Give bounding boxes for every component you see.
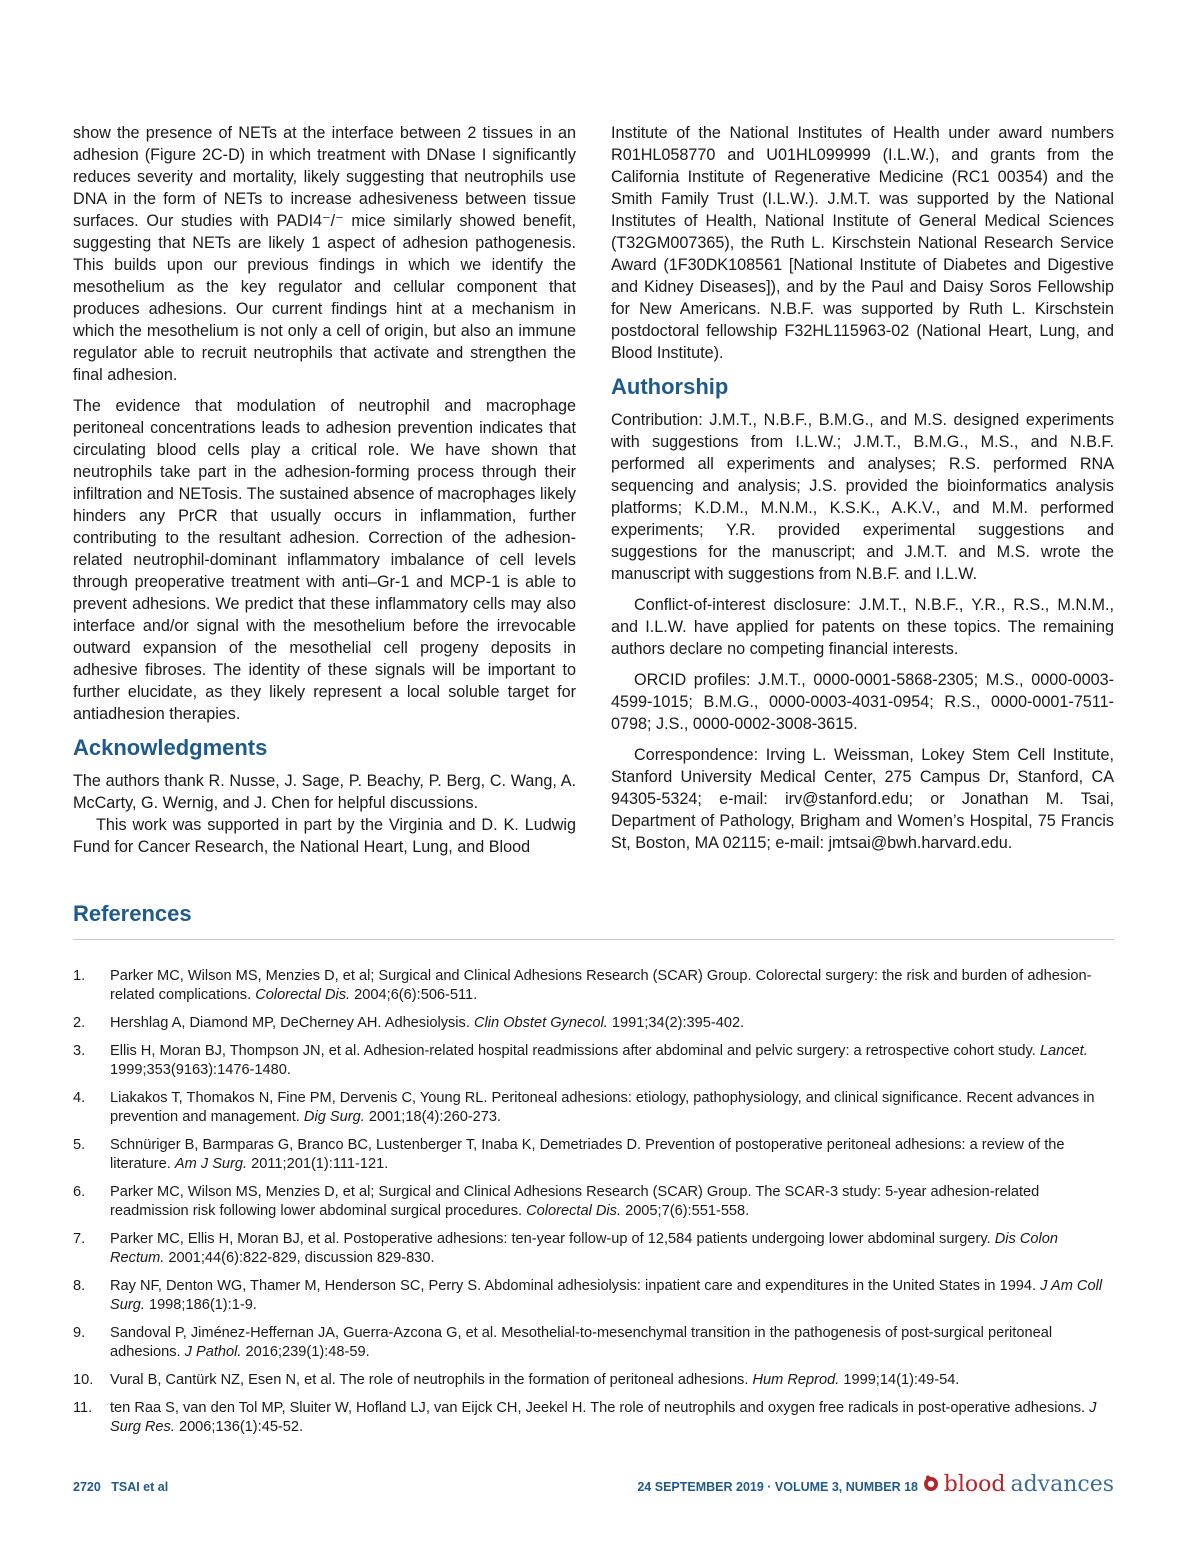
reference-text: Sandoval P, Jiménez-Heffernan JA, Guerra-Azcona G, et al. Mesothelial-to-mesenchymal transition in the pathogenesis of post-surgical peritoneal adhesions. [110,1325,1053,1360]
reference-text: Liakakos T, Thomakos N, Fine PM, Dervenis C, Young RL. Peritoneal adhesions: etiology, pathophysiology, and clinical significance. Recent advances in prevention and management. [110,1090,1095,1125]
body-paragraph: show the presence of NETs at the interface between 2 tissues in an adhesion (Figure 2C-D) in which treatment with DNase I significantly reduces severity and mortality, likely suggesting that neutrophils use DNA in the form of NETs to increase adhesiveness between tissue surfaces. Our studies with PADI4⁻/⁻ mice similarly showed benefit, suggesting that NETs are likely 1 aspect of adhesion pathogenesis. This builds upon our previous findings in which we identify the mesothelium as the key regulator and cellular component that produces adhesions. Our current findings hint at a mechanism in which the mesothelium is not only a cell of origin, but also an immune regulator able to recruit neutrophils that activate and strengthen the final adhesion. [73,124,576,384]
reference-item [73,1371,1114,1390]
reference-journal: Am J Surg. [174,1156,248,1172]
reference-item [73,1277,1114,1315]
reference-journal: Dis Colon Rectum. [110,1231,1058,1266]
reference-number: 7. [73,1231,86,1247]
references-divider [73,939,1114,940]
footer-issue: 24 SEPTEMBER 2019 · VOLUME 3, NUMBER 18 [637,1480,918,1494]
reference-text: Schnüriger B, Barmparas G, Branco BC, Lustenberger T, Inaba K, Demetriades D. Prevention of postoperative peritoneal adhesions: a review of the literature. [110,1137,1065,1172]
reference-journal: Hum Reprod. [752,1372,840,1388]
reference-citation: 2001;44(6):822-829, discussion 829-830. [168,1250,435,1266]
conflict-paragraph: Conflict-of-interest disclosure: J.M.T., N.B.F., Y.R., R.S., M.N.M., and I.L.W. have applied for patents on these topics. The remaining authors declare no competing financial interests. [611,596,1114,658]
references-heading: References [73,901,192,926]
acknowledgments-heading: Acknowledgments [73,735,268,760]
reference-number: 1. [73,968,86,984]
reference-citation: 1991;34(2):395-402. [611,1015,745,1031]
reference-item [73,1324,1114,1362]
reference-number: 2. [73,1015,86,1031]
reference-number: 8. [73,1278,86,1294]
acknowledgments-paragraph: The authors thank R. Nusse, J. Sage, P. Beachy, P. Berg, C. Wang, A. McCarty, G. Wernig, and J. Chen for helpful discussions. [73,772,576,812]
reference-text: Parker MC, Ellis H, Moran BJ, et al. Postoperative adhesions: ten-year follow-up of 12,584 patients undergoing lower abdominal surgery. [110,1231,991,1247]
reference-journal: J Pathol. [184,1344,242,1360]
reference-item [73,967,1114,1005]
reference-text: Parker MC, Wilson MS, Menzies D, et al; Surgical and Clinical Adhesions Research (SCAR) Group. The SCAR-3 study: 5-year adhesion-related readmission risk following lower abdominal surgical procedures. [110,1184,1040,1219]
reference-item [73,1014,1114,1033]
reference-text: Vural B, Cantürk NZ, Esen N, et al. The role of neutrophils in the formation of peritoneal adhesions. [110,1372,749,1388]
references-list [73,967,1114,1446]
reference-text: Parker MC, Wilson MS, Menzies D, et al; Surgical and Clinical Adhesions Research (SCAR) Group. Colorectal surgery: the risk and burden of adhesion-related complications. [110,968,1092,1003]
reference-text: Ellis H, Moran BJ, Thompson JN, et al. Adhesion-related hospital readmissions after abdominal and pelvic surgery: a retrospective cohort study. [110,1043,1036,1059]
reference-number: 11. [73,1400,93,1416]
right-column [611,122,1114,863]
blood-drop-logo-icon [922,1474,940,1495]
reference-text: ten Raa S, van den Tol MP, Sluiter W, Hofland LJ, van Eijck CH, Jeekel H. The role of neutrophils and oxygen free radicals in post-operative adhesions. [110,1400,1086,1416]
reference-item [73,1136,1114,1174]
logo-text-blood: blood [943,1472,1006,1497]
reference-number: 9. [73,1325,86,1341]
reference-citation: 2011;201(1):111-121. [251,1156,389,1172]
correspondence-paragraph: Correspondence: Irving L. Weissman, Lokey Stem Cell Institute, Stanford University Medical Center, 275 Campus Dr, Stanford, CA 94305-5324; e-mail: irv@stanford.edu; or Jonathan M. Tsai, Department of Pathology, Brigham and Women’s Hospital, 75 Francis St, Boston, MA 02115; e-mail: jmtsai@bwh.harvard.edu. [611,746,1114,852]
reference-journal: J Am Coll Surg. [110,1278,1103,1313]
logo-text-advances: advances [1010,1472,1114,1497]
reference-number: 5. [73,1137,86,1153]
reference-citation: 2005;7(6):551-558. [625,1203,750,1219]
reference-citation: 2004;6(6):506-511. [354,987,478,1003]
journal-logo [922,1472,1114,1497]
reference-number: 3. [73,1043,86,1059]
reference-journal: Lancet. [1039,1043,1088,1059]
reference-citation: 1999;14(1):49-54. [843,1372,960,1388]
contribution-paragraph: Contribution: J.M.T., N.B.F., B.M.G., and M.S. designed experiments with suggestions from I.L.W.; J.M.T., B.M.G., M.S., and N.B.F. performed all experiments and analyses; R.S. performed RNA sequencing and analysis; J.S. provided the bioinformatics analysis platforms; K.D.M., M.N.M., K.S.K., A.K.V., and M.M. performed experiments; Y.R. provided experimental suggestions and suggestions for the manuscript; and J.M.T. and M.S. wrote the manuscript with suggestions from N.B.F. and I.L.W. [611,411,1114,583]
authorship-heading: Authorship [611,374,729,399]
page-footer [73,1472,1114,1502]
body-paragraph: The evidence that modulation of neutrophil and macrophage peritoneal concentrations leads to adhesion prevention indicates that circulating blood cells play a critical role. We have shown that neutrophils take part in the adhesion-forming process through their infiltration and NETosis. The sustained absence of macrophages likely hinders any PrCR that usually occurs in inflammation, further contributing to the resultant adhesion. Correction of the adhesion-related neutrophil-dominant inflammatory imbalance of cell levels through preoperative treatment with anti–Gr-1 and MCP-1 is able to prevent adhesions. We predict that these inflammatory cells may also interface and/or signal with the mesothelium before the irrevocable outward expansion of the mesothelial cell progeny deposits in adhesive fibroses. The identity of these signals will be important to further elucidate, as they likely represent a local soluble target for antiadhesion therapies. [73,397,576,723]
reference-journal: J Surg Res. [110,1400,1097,1435]
reference-text: Ray NF, Denton WG, Thamer M, Henderson SC, Perry S. Abdominal adhesiolysis: inpatient care and expenditures in the United States in 1994. [110,1278,1037,1294]
reference-item [73,1183,1114,1221]
reference-text: Hershlag A, Diamond MP, DeCherney AH. Adhesiolysis. [110,1015,470,1031]
reference-item [73,1089,1114,1127]
footer-page-author: 2720 TSAI et al [73,1480,169,1494]
funding-paragraph: This work was supported in part by the Virginia and D. K. Ludwig Fund for Cancer Research, the National Heart, Lung, and Blood [73,816,576,856]
reference-citation: 1998;186(1):1-9. [148,1297,257,1313]
reference-item [73,1042,1114,1080]
reference-journal: Clin Obstet Gynecol. [473,1015,608,1031]
reference-citation: 1999;353(9163):1476-1480. [110,1062,291,1078]
reference-number: 4. [73,1090,86,1106]
reference-number: 10. [73,1372,94,1388]
reference-journal: Colorectal Dis. [255,987,351,1003]
references-header [73,900,1114,928]
reference-citation: 2006;136(1):45-52. [178,1419,304,1435]
reference-number: 6. [73,1184,86,1200]
orcid-paragraph: ORCID profiles: J.M.T., 0000-0001-5868-2305; M.S., 0000-0003-4599-1015; B.M.G., 0000-0003-4031-0954; R.S., 0000-0001-7511-0798; J.S., 0000-0002-3008-3615. [611,671,1114,733]
reference-item [73,1230,1114,1268]
reference-item [73,1399,1114,1437]
reference-citation: 2016;239(1):48-59. [245,1344,370,1360]
funding-continued-paragraph: Institute of the National Institutes of Health under award numbers R01HL058770 and U01HL099999 (I.L.W.), and grants from the California Institute of Regenerative Medicine (RC1 00354) and the Smith Family Trust (I.L.W.). J.M.T. was supported by the National Institutes of Health, National Institute of General Medical Sciences (T32GM007365), the Ruth L. Kirschstein National Research Service Award (1F30DK108561 [National Institute of Diabetes and Digestive and Kidney Diseases]), and by the Paul and Daisy Soros Fellowship for New Americans. N.B.F. was supported by Ruth L. Kirschstein postdoctoral fellowship F32HL115963-02 (National Heart, Lung, and Blood Institute). [611,124,1114,362]
reference-journal: Dig Surg. [303,1109,365,1125]
reference-journal: Colorectal Dis. [526,1203,622,1219]
reference-citation: 2001;18(4):260-273. [368,1109,502,1125]
left-column [73,122,576,867]
